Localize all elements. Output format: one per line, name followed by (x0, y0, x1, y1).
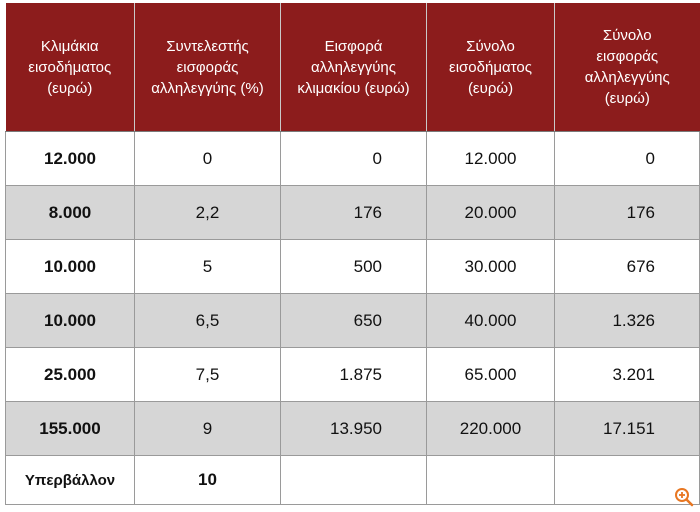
contribution-cell (281, 456, 427, 505)
header-total-income: Σύνολο εισοδήματος (ευρώ) (427, 3, 555, 132)
rate-cell: 5 (135, 240, 281, 294)
header-contribution-rate: Συντελεστής εισφοράς αλληλεγγύης (%) (135, 3, 281, 132)
bracket-cell: 10.000 (6, 294, 135, 348)
table-row (6, 186, 700, 240)
bracket-cell: 155.000 (6, 402, 135, 456)
total-income-cell: 30.000 (427, 240, 555, 294)
header-income-brackets: Κλιμάκια εισοδήματος (ευρώ) (6, 3, 135, 132)
total-income-cell (427, 456, 555, 505)
rate-cell: 6,5 (135, 294, 281, 348)
bracket-cell: 25.000 (6, 348, 135, 402)
total-contribution-cell: 17.151 (555, 402, 700, 456)
contribution-cell: 650 (281, 294, 427, 348)
table-row (6, 348, 700, 402)
rate-cell: 2,2 (135, 186, 281, 240)
total-contribution-cell: 176 (555, 186, 700, 240)
total-income-cell: 40.000 (427, 294, 555, 348)
header-total-contribution: Σύνολο εισφοράς αλληλεγγύης (ευρώ) (555, 3, 700, 132)
bracket-cell: 8.000 (6, 186, 135, 240)
table-row (6, 456, 700, 505)
total-income-cell: 65.000 (427, 348, 555, 402)
bracket-cell: 12.000 (6, 132, 135, 186)
total-contribution-cell: 676 (555, 240, 700, 294)
table-row (6, 294, 700, 348)
zoom-in-icon[interactable] (674, 487, 694, 507)
rate-cell: 7,5 (135, 348, 281, 402)
contribution-cell: 1.875 (281, 348, 427, 402)
total-contribution-cell: 3.201 (555, 348, 700, 402)
bracket-cell: 10.000 (6, 240, 135, 294)
rate-cell: 10 (135, 456, 281, 505)
table-row (6, 240, 700, 294)
solidarity-contribution-table (5, 3, 700, 505)
table-row (6, 402, 700, 456)
total-income-cell: 220.000 (427, 402, 555, 456)
contribution-cell: 176 (281, 186, 427, 240)
contribution-cell: 13.950 (281, 402, 427, 456)
header-bracket-contribution: Εισφορά αλληλεγγύης κλιμακίου (ευρώ) (281, 3, 427, 132)
total-income-cell: 20.000 (427, 186, 555, 240)
bracket-cell: Υπερβάλλον (6, 456, 135, 505)
contribution-cell: 500 (281, 240, 427, 294)
header-row (6, 3, 700, 132)
total-contribution-cell: 1.326 (555, 294, 700, 348)
contribution-table-container (5, 3, 699, 505)
table-row (6, 132, 700, 186)
contribution-cell: 0 (281, 132, 427, 186)
total-income-cell: 12.000 (427, 132, 555, 186)
rate-cell: 9 (135, 402, 281, 456)
rate-cell: 0 (135, 132, 281, 186)
total-contribution-cell: 0 (555, 132, 700, 186)
